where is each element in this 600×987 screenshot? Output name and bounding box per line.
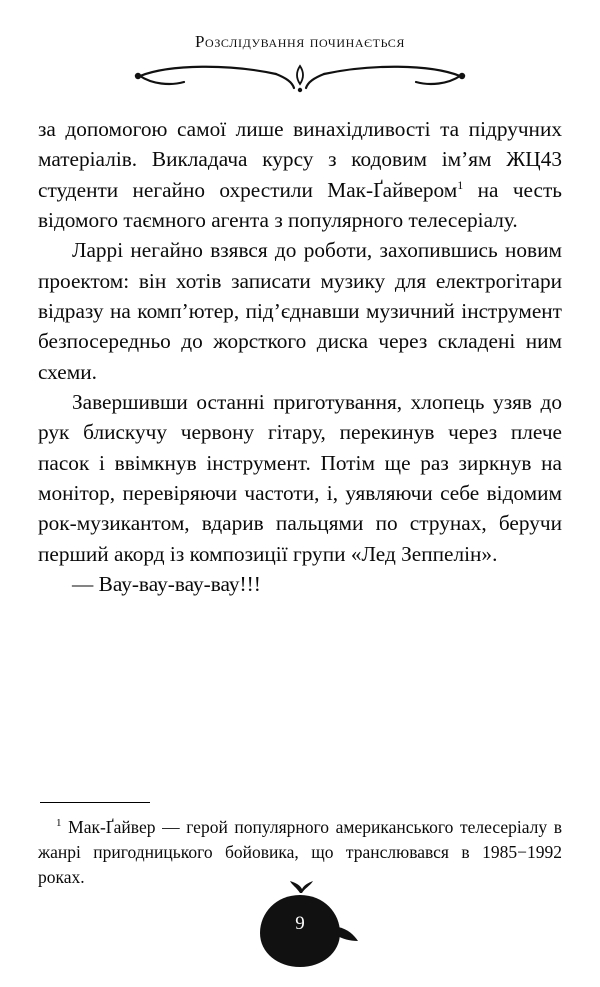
footnote-reference-1[interactable]: 1 <box>457 177 464 192</box>
footnote-area <box>38 802 562 891</box>
book-page <box>0 32 600 987</box>
page-number: 9 <box>295 913 305 934</box>
paragraph-1-text-b: на честь відомого таємного агента з популярного телесеріалу. <box>38 177 562 233</box>
folio <box>0 879 600 969</box>
paragraph-1 <box>38 114 562 235</box>
footnote-marker: 1 <box>56 817 62 830</box>
body-text <box>38 114 562 600</box>
footnote-separator <box>40 802 150 803</box>
paragraph-4: — Вау-вау-вау-вау!!! <box>72 572 261 597</box>
paragraph-2: Ларрі негайно взявся до роботи, захопившись новим проектом: він хотів записати музику для електрогітари відразу на комп’ютер, під’єднавши музичний інструмент безпосередньо до жорсткого диска через складені ним схеми. <box>38 238 562 384</box>
running-head: Розслідування починається <box>195 32 405 51</box>
footnote-body: Мак-Ґайвер — герой популярного американського телесеріалу в жанрі пригодницького бойовика, що транслювався в 1985−1992 роках. <box>38 817 562 888</box>
paragraph-3: Завершивши останні приготування, хлопець узяв до рук блискучу червону гітару, перекинув через плече пасок і ввімкнув інструмент. Потім ще раз зиркнув на монітор, перевіряючи частоти, і, уявляючи себе відомим рок-музикантом, вдарив пальцями по струнах, беручи перший акорд із композиції групи «Лед Зеппелін». <box>38 390 562 566</box>
paragraph-1-text-a: за допомогою самої лише винахідливості та підручних матеріалів. Викладача курсу з кодовим ім’ям ЖЦ43 студенти негайно охрестили Мак-Ґайвером <box>38 117 562 202</box>
flourish-divider-ornament <box>80 60 520 96</box>
